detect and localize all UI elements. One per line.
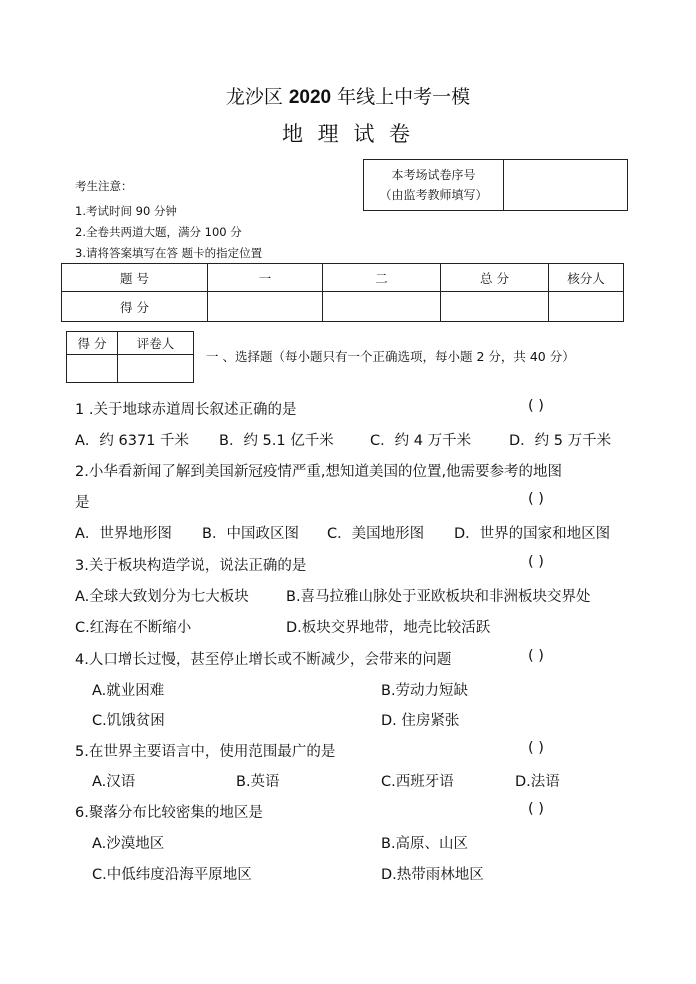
notice-item: 1.考试时间 90 分钟 [75,204,177,218]
exam-subtitle: 地 理 试 卷 [281,122,415,146]
title-suffix: 年线上中考一模 [331,86,471,108]
question-6: 6.聚落分布比较密集的地区是 [75,805,263,821]
option: D．世界的国家和地区图 [454,526,611,542]
score-row-label: 得 分 [62,292,208,322]
option: D. 住房紧张 [381,713,460,729]
option: D.热带雨林地区 [381,867,484,883]
score-header: 二 [323,264,441,292]
score-header: 题 号 [62,264,208,292]
option: C.红海在不断缩小 [75,620,192,636]
question-5: 5.在世界主要语言中，使用范围最广的是 [75,744,336,760]
option: B.劳动力短缺 [381,683,469,699]
seat-number-box [363,159,628,211]
option: B.喜马拉雅山脉处于亚欧板块和非洲板块交界处 [286,589,591,605]
option: D．约 5 万千米 [509,433,612,449]
option: A.沙漠地区 [92,836,165,852]
question-1: 1 .关于地球赤道周长叙述正确的是 [75,402,297,418]
option: C.中低纬度沿海平原地区 [92,867,252,883]
score-table [61,263,624,322]
option: B.高原、山区 [381,836,469,852]
option: A.就业困难 [92,683,165,699]
option: A．约 6371 千米 [75,433,190,449]
option: A．世界地形图 [75,526,172,542]
option: C．约 4 万千米 [370,433,472,449]
option: C.饥饿贫困 [92,713,165,729]
score-cell[interactable] [323,292,441,322]
score-cell[interactable] [549,292,624,322]
answer-paren: ( ) [528,554,544,570]
option: A.全球大致划分为七大板块 [75,589,249,605]
option: D.法语 [515,774,560,790]
question-2-cont: 是 [75,495,90,511]
seat-number-field[interactable] [504,160,628,211]
option: B.英语 [236,774,280,790]
question-3: 3.关于板块构造学说，说法正确的是 [75,558,307,574]
notice-item: 2.全卷共两道大题，满分 100 分 [75,225,242,239]
score-cell[interactable] [208,292,323,322]
option: D.板块交界地带，地壳比较活跃 [286,620,491,636]
option: C.西班牙语 [381,774,454,790]
answer-paren: ( ) [528,648,544,664]
answer-paren: ( ) [528,491,544,507]
question-2: 2.小华看新闻了解到美国新冠疫情严重,想知道美国的位置,他需要参考的地图 [75,464,563,480]
grader-table [66,331,194,383]
answer-paren: ( ) [528,398,544,414]
grader-name-header: 评卷人 [118,332,194,355]
grader-score-header: 得 分 [67,332,118,355]
option: B．中国政区图 [202,526,299,542]
notice-heading: 考生注意： [75,179,133,193]
question-4: 4.人口增长过慢，甚至停止增长或不断减少，会带来的问题 [75,652,452,668]
notice-item: 3.请将答案填写在答 题卡的指定位置 [75,246,263,260]
score-header: 总 分 [441,264,549,292]
score-cell[interactable] [441,292,549,322]
title-prefix: 龙沙区 [225,86,289,108]
score-header: 一 [208,264,323,292]
score-header: 核分人 [549,264,624,292]
option: C．美国地形图 [327,526,425,542]
answer-paren: ( ) [528,801,544,817]
seat-number-label: 本考场试卷序号 （由监考教师填写） [364,160,504,211]
grader-score-cell[interactable] [67,355,118,383]
grader-name-cell[interactable] [118,355,194,383]
exam-title [0,82,696,109]
answer-paren: ( ) [528,740,544,756]
option: A.汉语 [92,774,136,790]
title-year: 2020 [288,87,332,108]
option: B．约 5.1 亿千米 [219,433,334,449]
section-heading: 一 、选择题（每小题只有一个正确选项，每小题 2 分，共 40 分） [206,349,575,364]
